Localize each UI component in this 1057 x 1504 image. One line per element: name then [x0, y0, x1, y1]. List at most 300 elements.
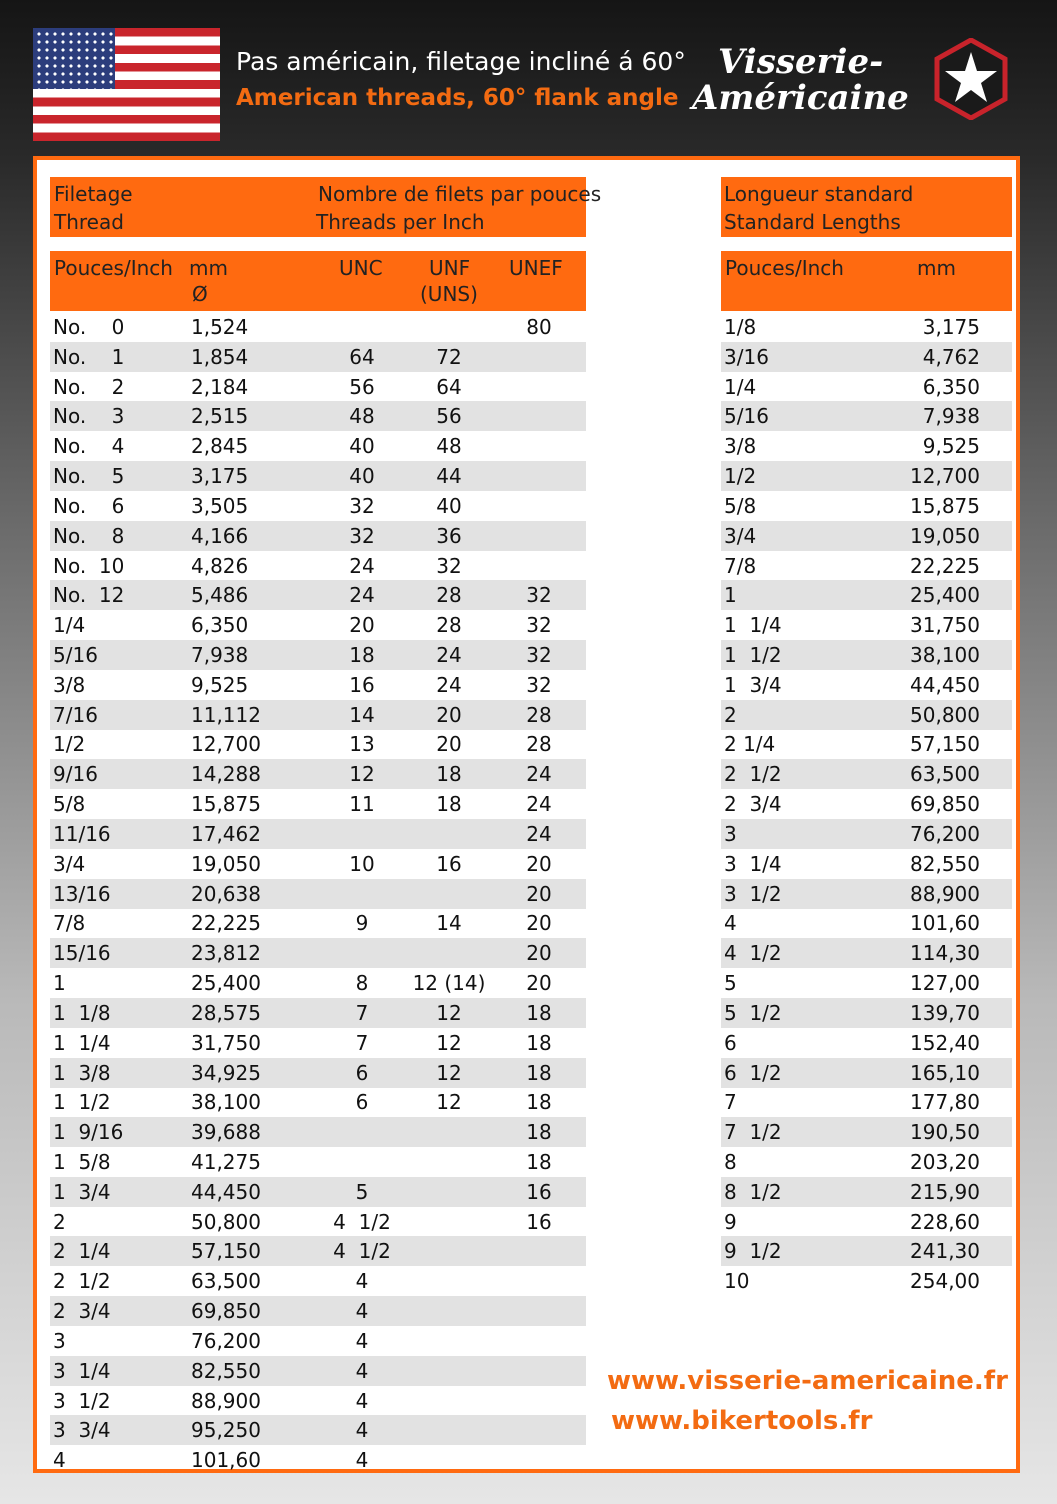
thread-cell-mm: 76,200 — [191, 1328, 261, 1353]
length-cell-mm: 139,70 — [910, 1000, 980, 1025]
thread-table-row — [50, 759, 586, 789]
length-cell-inch: 4 — [724, 911, 737, 936]
thread-cell-unc: 4 — [355, 1388, 369, 1413]
thread-cell-mm: 25,400 — [191, 971, 261, 996]
thread-table-row — [50, 1266, 586, 1296]
thread-cell-inch: No. 8 — [53, 523, 125, 548]
thread-cell-unef: 18 — [526, 1090, 552, 1115]
length-table-row — [721, 461, 1012, 491]
thread-cell-unef: 80 — [526, 315, 552, 339]
thread-cell-unef: 28 — [526, 702, 552, 727]
length-cell-mm: 127,00 — [910, 971, 980, 996]
length-cell-mm: 12,700 — [910, 464, 980, 489]
thread-cell-inch: 3 1/4 — [53, 1358, 111, 1383]
thread-cell-inch: 5/8 — [53, 792, 86, 817]
thread-cell-unef: 18 — [526, 1120, 552, 1145]
thread-cell-inch: 1 — [53, 971, 66, 996]
thread-cell-inch: 7/8 — [53, 911, 86, 936]
length-table-row — [721, 819, 1012, 849]
thread-cell-inch: 3/8 — [53, 672, 86, 697]
thread-cell-unf: 14 — [436, 911, 462, 936]
length-cell-inch: 2 1/4 — [724, 732, 776, 757]
thread-cell-mm: 17,462 — [191, 821, 261, 846]
thread-cell-unf: 24 — [436, 672, 462, 697]
thread-cell-inch: 1 5/8 — [53, 1149, 111, 1174]
thread-cell-unc: 24 — [349, 553, 375, 578]
thread-cell-unc: 13 — [349, 732, 375, 757]
thread-cell-unef: 32 — [526, 583, 552, 608]
thread-cell-mm: 5,486 — [191, 583, 249, 608]
thread-cell-unc: 48 — [349, 404, 375, 429]
thread-table-row — [50, 1445, 586, 1475]
thread-cell-inch: No. 5 — [53, 464, 125, 489]
length-table-row — [721, 312, 1012, 342]
thread-cell-unef: 24 — [526, 821, 552, 846]
thread-cell-inch: No. 3 — [53, 404, 125, 429]
length-table-row — [721, 998, 1012, 1028]
col-unc: UNC — [339, 256, 383, 280]
thread-table-row — [50, 1207, 586, 1237]
thread-table-row — [50, 1356, 586, 1386]
thread-cell-unc: 4 — [355, 1418, 369, 1443]
thread-cell-unc: 8 — [355, 971, 369, 996]
length-cell-inch: 1 1/2 — [724, 643, 782, 668]
length-cell-mm: 57,150 — [910, 732, 980, 757]
thread-cell-mm: 1,524 — [191, 315, 249, 339]
thread-cell-inch: 13/16 — [53, 881, 111, 906]
thread-cell-unf: 48 — [436, 434, 462, 459]
thread-cell-unef: 18 — [526, 1000, 552, 1025]
thread-cell-inch: No. 10 — [53, 553, 125, 578]
length-cell-mm: 190,50 — [910, 1120, 980, 1145]
thread-label-fr: Filetage — [54, 182, 133, 206]
thread-cell-unc: 16 — [349, 672, 375, 697]
thread-cell-mm: 39,688 — [191, 1120, 261, 1145]
length-cell-mm: 228,60 — [910, 1209, 980, 1234]
thread-cell-unef: 20 — [526, 971, 552, 996]
thread-cell-inch: 15/16 — [53, 941, 111, 966]
thread-cell-unf: 12 — [436, 1000, 462, 1025]
length-cell-inch: 4 1/2 — [724, 941, 782, 966]
length-cell-mm: 165,10 — [910, 1060, 980, 1085]
length-table-row — [721, 640, 1012, 670]
length-cell-inch: 9 — [724, 1209, 737, 1234]
thread-cell-unf: 24 — [436, 643, 462, 668]
thread-cell-mm: 31,750 — [191, 1030, 261, 1055]
thread-section-header — [50, 177, 602, 237]
thread-cell-unf: 56 — [436, 404, 462, 429]
length-cell-mm: 50,800 — [910, 702, 980, 727]
length-cell-mm: 69,850 — [910, 792, 980, 817]
thread-cell-mm: 41,275 — [191, 1149, 261, 1174]
length-table-row — [721, 789, 1012, 819]
length-label-en: Standard Lengths — [724, 210, 901, 234]
thread-cell-mm: 1,854 — [191, 344, 249, 369]
thread-table-row — [50, 789, 586, 819]
length-table-row — [721, 700, 1012, 730]
thread-cell-mm: 44,450 — [191, 1179, 261, 1204]
thread-label-en: Thread — [54, 210, 124, 234]
thread-table-row — [50, 1147, 586, 1177]
thread-cell-unc: 20 — [349, 613, 375, 638]
thread-cell-inch: 1/4 — [53, 613, 86, 638]
length-table-row — [721, 1236, 1012, 1266]
length-cell-inch: 7/8 — [724, 553, 757, 578]
length-cell-inch: 5/8 — [724, 493, 757, 518]
col-unf-uns: (UNS) — [420, 282, 478, 306]
thread-cell-inch: 1 3/4 — [53, 1179, 111, 1204]
thread-cell-mm: 88,900 — [191, 1388, 261, 1413]
thread-table-row — [50, 491, 586, 521]
length-cell-mm: 88,900 — [910, 881, 980, 906]
length-cell-inch: 3 1/4 — [724, 851, 782, 876]
thread-cell-mm: 101,60 — [191, 1448, 261, 1473]
thread-table-row — [50, 1236, 586, 1266]
thread-column-header — [50, 251, 586, 311]
length-cell-inch: 5/16 — [724, 404, 769, 429]
length-cell-inch: 2 1/2 — [724, 762, 782, 787]
thread-cell-unc: 32 — [349, 523, 375, 548]
thread-cell-unef: 18 — [526, 1030, 552, 1055]
thread-cell-inch: No. 12 — [53, 583, 125, 608]
length-cell-inch: 3 — [724, 821, 737, 846]
thread-cell-mm: 6,350 — [191, 613, 249, 638]
thread-cell-unc: 4 — [355, 1448, 369, 1473]
length-cell-inch: 1/4 — [724, 374, 757, 399]
thread-cell-inch: 2 — [53, 1209, 66, 1234]
length-cell-mm: 82,550 — [910, 851, 980, 876]
col-mm-diameter: Ø — [192, 282, 208, 306]
thread-cell-unef: 32 — [526, 672, 552, 697]
length-cell-inch: 6 1/2 — [724, 1060, 782, 1085]
length-cell-inch: 2 3/4 — [724, 792, 782, 817]
thread-table-row — [50, 1415, 586, 1445]
length-cell-mm: 152,40 — [910, 1030, 980, 1055]
length-col-mm: mm — [917, 256, 956, 280]
thread-cell-inch: 5/16 — [53, 643, 98, 668]
thread-cell-inch: No. 1 — [53, 344, 125, 369]
thread-cell-mm: 9,525 — [191, 672, 249, 697]
length-section-header — [721, 177, 1012, 237]
thread-cell-unef: 20 — [526, 881, 552, 906]
col-unf: UNF — [429, 256, 471, 280]
length-table-row — [721, 551, 1012, 581]
thread-cell-unc: 32 — [349, 493, 375, 518]
thread-cell-mm: 12,700 — [191, 732, 261, 757]
length-cell-inch: 9 1/2 — [724, 1239, 782, 1264]
length-cell-inch: 7 1/2 — [724, 1120, 782, 1145]
thread-cell-unc: 7 — [355, 1030, 369, 1055]
thread-cell-mm: 28,575 — [191, 1000, 261, 1025]
length-cell-mm: 22,225 — [910, 553, 980, 578]
length-cell-mm: 4,762 — [922, 344, 980, 369]
thread-table-row — [50, 551, 586, 581]
length-cell-mm: 203,20 — [910, 1149, 980, 1174]
length-cell-mm: 76,200 — [910, 821, 980, 846]
thread-table-row — [50, 521, 586, 551]
thread-table-row — [50, 1087, 586, 1117]
thread-cell-unef: 24 — [526, 762, 552, 787]
length-cell-mm: 114,30 — [910, 941, 980, 966]
thread-cell-inch: 9/16 — [53, 762, 98, 787]
thread-cell-unef: 20 — [526, 851, 552, 876]
length-cell-mm: 25,400 — [910, 583, 980, 608]
thread-cell-inch: 1 1/4 — [53, 1030, 111, 1055]
logo-line1: Visserie- — [718, 42, 884, 82]
thread-table-row — [50, 1326, 586, 1356]
thread-cell-unc: 40 — [349, 434, 375, 459]
thread-table-row — [50, 938, 586, 968]
length-table-row — [721, 968, 1012, 998]
thread-cell-inch: 2 1/2 — [53, 1269, 111, 1294]
length-cell-inch: 3/16 — [724, 344, 769, 369]
thread-cell-unc: 4 — [355, 1299, 369, 1324]
thread-table-row — [50, 1296, 586, 1326]
length-cell-inch: 5 — [724, 971, 737, 996]
thread-cell-inch: 3 — [53, 1328, 66, 1353]
website-link-bikertools[interactable]: www.bikertools.fr — [611, 1406, 873, 1436]
length-cell-mm: 19,050 — [910, 523, 980, 548]
title-french: Pas américain, filetage incliné á 60° — [236, 47, 686, 76]
thread-cell-mm: 95,250 — [191, 1418, 261, 1443]
thread-cell-mm: 11,112 — [191, 702, 261, 727]
thread-cell-inch: 3 3/4 — [53, 1418, 111, 1443]
length-table-row — [721, 759, 1012, 789]
thread-cell-unef: 32 — [526, 643, 552, 668]
thread-cell-mm: 3,505 — [191, 493, 249, 518]
thread-cell-unf: 32 — [436, 553, 462, 578]
thread-cell-unf: 36 — [436, 523, 462, 548]
thread-cell-unc: 4 — [355, 1269, 369, 1294]
thread-cell-unc: 4 1/2 — [333, 1209, 391, 1234]
thread-table-row — [50, 312, 586, 342]
length-table-row — [721, 1177, 1012, 1207]
length-cell-mm: 44,450 — [910, 672, 980, 697]
length-cell-mm: 6,350 — [922, 374, 980, 399]
thread-cell-inch: 1 3/8 — [53, 1060, 111, 1085]
thread-cell-mm: 19,050 — [191, 851, 261, 876]
thread-table-row — [50, 998, 586, 1028]
length-cell-mm: 215,90 — [910, 1179, 980, 1204]
col-unef: UNEF — [509, 256, 563, 280]
thread-cell-inch: No. 2 — [53, 374, 125, 399]
thread-cell-inch: 3/4 — [53, 851, 86, 876]
thread-cell-unef: 18 — [526, 1060, 552, 1085]
length-cell-inch: 8 1/2 — [724, 1179, 782, 1204]
length-cell-mm: 38,100 — [910, 643, 980, 668]
thread-cell-unf: 12 — [436, 1030, 462, 1055]
thread-cell-mm: 4,826 — [191, 553, 249, 578]
thread-cell-unf: 72 — [436, 344, 462, 369]
star-hexagon-icon — [934, 38, 1008, 120]
length-table-row — [721, 1266, 1012, 1296]
thread-table-row — [50, 640, 586, 670]
website-link-visserie[interactable]: www.visserie-americaine.fr — [607, 1366, 1008, 1396]
thread-table-row — [50, 819, 586, 849]
thread-cell-unf: 12 — [436, 1060, 462, 1085]
tpi-label-fr: Nombre de filets par pouces — [318, 182, 602, 206]
length-table-row — [721, 908, 1012, 938]
length-cell-mm: 177,80 — [910, 1090, 980, 1115]
thread-cell-unef: 16 — [526, 1209, 552, 1234]
thread-cell-unc: 11 — [349, 792, 375, 817]
thread-cell-inch: 1 1/2 — [53, 1090, 111, 1115]
thread-table-row — [50, 1058, 586, 1088]
thread-cell-unf: 28 — [436, 583, 462, 608]
thread-table-row — [50, 729, 586, 759]
length-table-row — [721, 580, 1012, 610]
length-cell-inch: 1 1/4 — [724, 613, 782, 638]
thread-cell-unc: 5 — [355, 1179, 369, 1204]
length-table-row — [721, 342, 1012, 372]
length-cell-mm: 9,525 — [922, 434, 980, 459]
thread-cell-inch: 11/16 — [53, 821, 111, 846]
thread-cell-mm: 4,166 — [191, 523, 249, 548]
thread-cell-unc: 14 — [349, 702, 375, 727]
thread-cell-unc: 10 — [349, 851, 375, 876]
thread-table-row — [50, 849, 586, 879]
thread-table-row — [50, 1177, 586, 1207]
thread-cell-unf: 20 — [436, 732, 462, 757]
thread-cell-unc: 4 1/2 — [333, 1239, 391, 1264]
length-table-row — [721, 849, 1012, 879]
length-table-row — [721, 1087, 1012, 1117]
length-cell-mm: 254,00 — [910, 1269, 980, 1294]
length-table-row — [721, 521, 1012, 551]
length-table-row — [721, 879, 1012, 909]
thread-table-row — [50, 342, 586, 372]
content-panel — [33, 156, 1020, 1473]
thread-cell-unf: 20 — [436, 702, 462, 727]
length-cell-mm: 31,750 — [910, 613, 980, 638]
length-cell-mm: 241,30 — [910, 1239, 980, 1264]
length-cell-inch: 2 — [724, 702, 737, 727]
length-table-row — [721, 401, 1012, 431]
length-column-header — [721, 251, 1012, 311]
thread-cell-inch: 1 9/16 — [53, 1120, 124, 1145]
length-table-row — [721, 670, 1012, 700]
thread-cell-unf: 12 (14) — [412, 971, 486, 996]
length-cell-inch: 1/2 — [724, 464, 757, 489]
length-table-row — [721, 1117, 1012, 1147]
thread-table-row — [50, 431, 586, 461]
thread-cell-mm: 14,288 — [191, 762, 261, 787]
thread-table-row — [50, 401, 586, 431]
thread-cell-unf: 40 — [436, 493, 462, 518]
thread-table-row — [50, 879, 586, 909]
thread-table-row — [50, 968, 586, 998]
thread-cell-unf: 28 — [436, 613, 462, 638]
thread-cell-unf: 44 — [436, 464, 462, 489]
thread-cell-unef: 28 — [526, 732, 552, 757]
length-cell-mm: 7,938 — [922, 404, 980, 429]
thread-table-row — [50, 461, 586, 491]
thread-cell-unc: 18 — [349, 643, 375, 668]
thread-cell-unef: 18 — [526, 1149, 552, 1174]
length-table-row — [721, 729, 1012, 759]
length-cell-mm: 15,875 — [910, 493, 980, 518]
thread-cell-mm: 38,100 — [191, 1090, 261, 1115]
thread-cell-unef: 20 — [526, 941, 552, 966]
thread-cell-inch: No. 0 — [53, 315, 125, 339]
thread-cell-unc: 4 — [355, 1358, 369, 1383]
thread-cell-unc: 7 — [355, 1000, 369, 1025]
thread-cell-mm: 3,175 — [191, 464, 249, 489]
usa-flag-icon — [33, 28, 220, 141]
thread-cell-unef: 16 — [526, 1179, 552, 1204]
length-table-row — [721, 372, 1012, 402]
length-cell-inch: 8 — [724, 1149, 737, 1174]
length-cell-inch: 1/8 — [724, 315, 757, 339]
thread-cell-mm: 63,500 — [191, 1269, 261, 1294]
thread-cell-unc: 12 — [349, 762, 375, 787]
thread-cell-mm: 57,150 — [191, 1239, 261, 1264]
thread-cell-mm: 15,875 — [191, 792, 261, 817]
thread-cell-unf: 18 — [436, 792, 462, 817]
length-table-row — [721, 1207, 1012, 1237]
length-cell-inch: 3/8 — [724, 434, 757, 459]
thread-cell-unc: 4 — [355, 1328, 369, 1353]
thread-table-row — [50, 580, 586, 610]
thread-cell-mm: 2,184 — [191, 374, 249, 399]
thread-cell-mm: 34,925 — [191, 1060, 261, 1085]
length-cell-inch: 5 1/2 — [724, 1000, 782, 1025]
length-table-row — [721, 610, 1012, 640]
length-cell-mm: 101,60 — [910, 911, 980, 936]
length-col-inch: Pouces/Inch — [725, 256, 844, 280]
thread-cell-inch: 4 — [53, 1448, 66, 1473]
flag-canton — [33, 28, 115, 89]
thread-cell-unc: 6 — [355, 1090, 369, 1115]
logo-line2: Américaine — [692, 78, 909, 118]
thread-table-row — [50, 670, 586, 700]
thread-cell-mm: 82,550 — [191, 1358, 261, 1383]
thread-table-row — [50, 1028, 586, 1058]
col-inch: Pouces/Inch — [54, 256, 173, 280]
length-cell-inch: 1 3/4 — [724, 672, 782, 697]
length-table-row — [721, 491, 1012, 521]
thread-table-row — [50, 372, 586, 402]
length-cell-inch: 3 1/2 — [724, 881, 782, 906]
thread-cell-inch: 7/16 — [53, 702, 98, 727]
thread-cell-unc: 56 — [349, 374, 375, 399]
thread-cell-unc: 40 — [349, 464, 375, 489]
length-cell-mm: 3,175 — [922, 315, 980, 339]
thread-cell-inch: No. 6 — [53, 493, 125, 518]
length-cell-inch: 10 — [724, 1269, 750, 1294]
thread-table-row — [50, 1386, 586, 1416]
col-mm: mm — [189, 256, 228, 280]
thread-cell-unef: 20 — [526, 911, 552, 936]
length-table-row — [721, 1147, 1012, 1177]
thread-cell-mm: 2,515 — [191, 404, 249, 429]
length-cell-inch: 3/4 — [724, 523, 757, 548]
tpi-label-en: Threads per Inch — [316, 210, 485, 234]
length-cell-inch: 7 — [724, 1090, 737, 1115]
thread-table-row — [50, 908, 586, 938]
thread-cell-unc: 9 — [355, 911, 369, 936]
length-table-row — [721, 938, 1012, 968]
thread-table-row — [50, 1117, 586, 1147]
thread-cell-inch: 1/2 — [53, 732, 86, 757]
length-label-fr: Longueur standard — [724, 182, 914, 206]
thread-cell-mm: 7,938 — [191, 643, 249, 668]
thread-cell-unef: 24 — [526, 792, 552, 817]
length-cell-inch: 1 — [724, 583, 737, 608]
length-table-row — [721, 431, 1012, 461]
thread-cell-unf: 16 — [436, 851, 462, 876]
thread-cell-unef: 32 — [526, 613, 552, 638]
